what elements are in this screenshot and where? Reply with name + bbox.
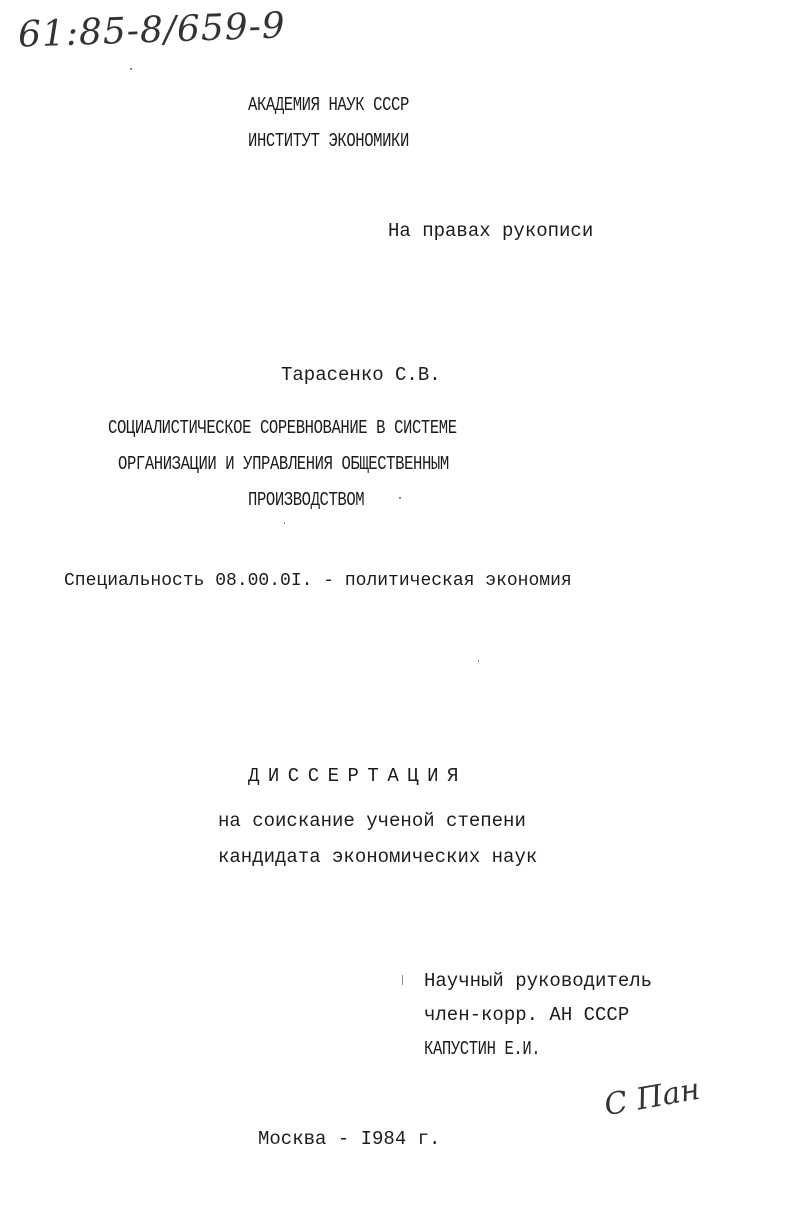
scan-speck: [284, 522, 285, 524]
supervisor-role: Научный руководитель: [424, 970, 653, 992]
handwritten-signature: С Пан: [601, 1071, 703, 1124]
supervisor-name: КАПУСТИН Е.И.: [424, 1038, 541, 1060]
dissertation-title-line-1: СОЦИАЛИСТИЧЕСКОЕ СОРЕВНОВАНИЕ В СИСТЕМЕ: [108, 417, 457, 439]
supervisor-rank: член-корр. АН СССР: [424, 1004, 630, 1026]
specialty: Специальность 08.00.0I. - политическая экономия: [64, 571, 572, 591]
scan-speck: [402, 975, 403, 985]
document-type: ДИССЕРТАЦИЯ: [248, 765, 467, 787]
scan-speck: [130, 68, 132, 70]
scan-speck: [478, 660, 479, 662]
scan-speck: [399, 497, 401, 499]
institution-institute: ИНСТИТУТ ЭКОНОМИКИ: [248, 130, 409, 152]
archive-code: 61:85-8/659-9: [17, 5, 287, 56]
degree-line-2: кандидата экономических наук: [218, 846, 538, 868]
author-name: Тарасенко С.В.: [281, 364, 441, 386]
degree-line-1: на соискание ученой степени: [218, 810, 526, 832]
city-year: Москва - I984 г.: [258, 1128, 441, 1150]
manuscript-rights: На правах рукописи: [388, 220, 594, 242]
institution-academy: АКАДЕМИЯ НАУК СССР: [248, 94, 409, 116]
dissertation-title-line-3: ПРОИЗВОДСТВОМ: [248, 489, 365, 511]
dissertation-title-line-2: ОРГАНИЗАЦИИ И УПРАВЛЕНИЯ ОБЩЕСТВЕННЫМ: [118, 453, 449, 475]
